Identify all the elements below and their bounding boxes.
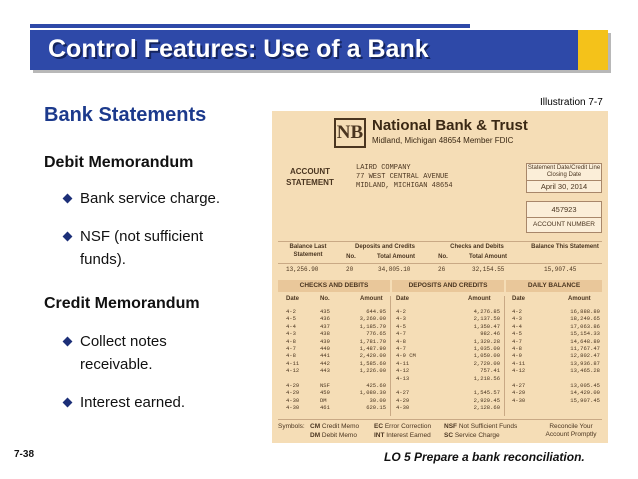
bank-address: Midland, Michigan 48654 Member FDIC [372,136,514,145]
company-line: LAIRD COMPANY [356,164,411,172]
col-header-date: Date [286,296,300,302]
illustration-label: Illustration 7-7 [540,97,603,108]
chk-no-header: No. [438,254,448,260]
symbol-entry: CM Credit Memo [310,423,360,430]
account-number-box [526,201,602,233]
diamond-bullet-icon [63,398,73,408]
checks-numbers-column: 435 436 437 438 439 440 441 442 443 NSF 459 DM 461 [320,308,330,412]
statement-date-label: Statement Date/Credit Line Closing Date [527,165,601,178]
diamond-bullet-icon [63,337,73,347]
bullet-text: Collect notes receivable. [80,333,167,373]
bank-name: National Bank & Trust [372,117,528,134]
divider [504,296,505,416]
symbol-entry: EC Error Correction [374,423,432,430]
daily-dates-column: 4-2 4-3 4-4 4-5 4-7 4-8 4-9 4-11 4-12 4-27 4-29 4-30 [512,308,526,404]
bank-logo: NB [334,118,366,148]
col-header-amount: Amount [468,296,491,302]
deposits-credits-section: DEPOSITS AND CREDITS [392,280,504,292]
bullet-item [64,187,254,210]
col-header-date: Date [512,296,526,302]
reconcile-note: Reconcile Your Account Promptly [545,423,597,438]
bank-statement [272,111,608,443]
deposits-dates-column: 4-2 4-3 4-5 4-7 4-8 4-7 4-9 CM 4-11 4-12 4-13 4-27 4-29 4-30 [396,308,416,412]
bullet-item [64,330,254,376]
col-header-date: Date [396,296,410,302]
divider [278,241,602,242]
checks-amounts-column: 644.95 3,260.00 1,185.79 776.65 1,781.70 1,487.90 2,420.00 1,585.60 1,226.00 425.60 1,080.30 30.00 620.15 [359,308,386,412]
divider [278,263,602,264]
chk-no-value: 26 [438,266,446,273]
dep-total-header: Total Amount [377,254,415,260]
bullet-text: Bank service charge. [80,190,221,207]
dep-total-value: 34,805.10 [378,266,411,273]
checks-dates-column: 4-2 4-5 4-4 4-3 4-8 4-7 4-8 4-11 4-12 4-29 4-29 4-30 4-30 [286,308,300,412]
statement-date-box [526,163,602,193]
bullet-text: NSF (not sufficient funds). [80,228,204,268]
account-number-label: ACCOUNT NUMBER [527,217,601,232]
symbol-entry: DM Debit Memo [310,432,357,439]
symbols-label: Symbols: [278,423,305,430]
bullet-text: Interest earned. [80,394,186,411]
col-header-no: No. [320,296,330,302]
company-line: 77 WEST CENTRAL AVENUE [356,173,449,181]
daily-balance-section: DAILY BALANCE [506,280,602,292]
dep-no-value: 20 [346,266,354,273]
deposits-amounts-column: 4,276.85 2,137.50 1,350.47 982.46 1,320.28 1,035.00 1,050.00 2,720.00 757.41 1,218.56 1,545.57 2,929.45 2,128.60 [473,308,500,412]
bank-statements-heading: Bank Statements [44,104,207,126]
credit-memorandum-heading: Credit Memorandum [44,295,200,312]
deposits-header: Deposits and Credits [354,244,415,250]
divider [390,296,391,416]
company-line: MIDLAND, MICHIGAN 48654 [356,182,453,190]
symbol-entry: INT Interest Earned [374,432,431,439]
col-header-amount: Amount [360,296,383,302]
balance-last-value: 13,256.90 [286,266,319,273]
diamond-bullet-icon [63,232,73,242]
checks-debits-section: CHECKS AND DEBITS [278,280,390,292]
slide-title: Control Features: Use of a Bank [48,35,429,63]
daily-amounts-column: 16,888.80 18,249.65 17,063.86 15,154.33 14,648.89 11,767.47 12,802.47 13,936.87 13,465.28 13,005.45 14,429.00 15,907.45 [570,308,600,404]
chk-total-header: Total Amount [469,254,507,260]
dep-no-header: No. [346,254,356,260]
col-header-amount: Amount [568,296,591,302]
balance-this-header: Balance This Statement [531,244,599,250]
slide-number: 7-38 [14,449,35,460]
title-accent [578,30,608,70]
balance-last-header: Balance Last Statement [289,244,327,258]
title-bar [30,30,608,70]
statement-date-value: April 30, 2014 [527,180,601,192]
bullet-item [64,391,254,414]
bullet-item [64,225,254,271]
learning-objective: LO 5 Prepare a bank reconciliation. [384,450,585,464]
symbol-entry: SC Service Charge [444,432,500,439]
balance-this-value: 15,907.45 [544,266,577,273]
debit-memorandum-heading: Debit Memorandum [44,154,194,171]
divider [278,419,602,420]
account-statement-label: ACCOUNT STATEMENT [286,167,334,187]
chk-total-value: 32,154.55 [472,266,505,273]
account-number-value: 457923 [551,205,577,214]
checks-header: Checks and Debits [450,244,504,250]
symbol-entry: NSF Not Sufficient Funds [444,423,518,430]
diamond-bullet-icon [63,194,73,204]
